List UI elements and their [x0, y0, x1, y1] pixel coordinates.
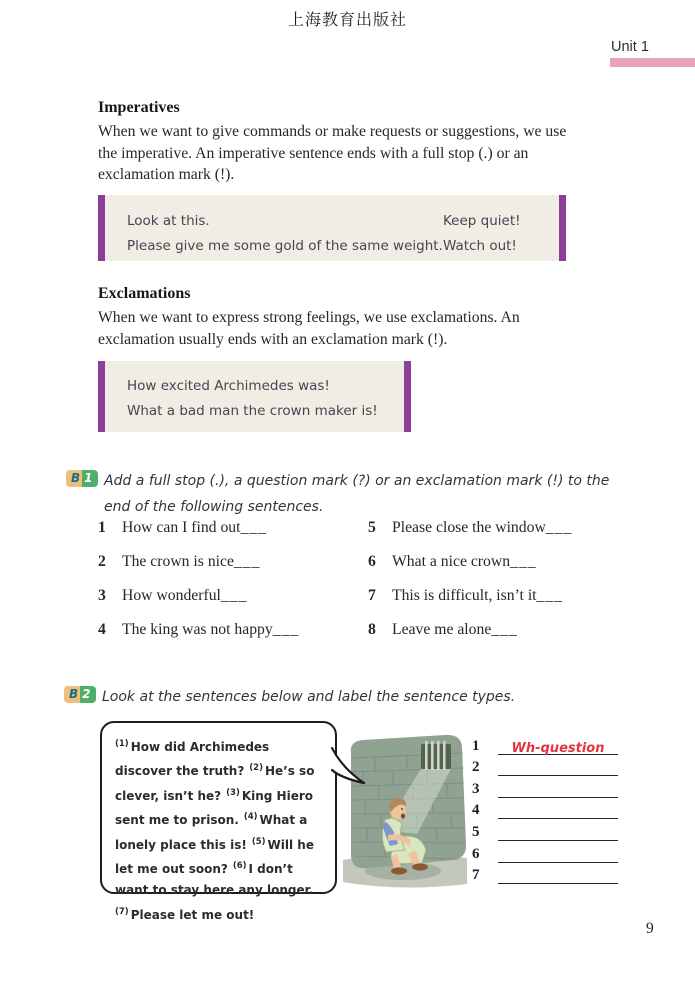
b1-item-text: Leave me alone	[392, 621, 492, 638]
answer-number: 1	[472, 737, 480, 754]
bubble-sentence: $^{(1)}$ How did Archimedes discover the truth?	[115, 739, 270, 779]
example-sentence: Please give me some gold of the same weight.	[127, 238, 443, 254]
answer-blank: ___	[536, 587, 564, 604]
b1-item-text: The king was not happy	[122, 621, 273, 638]
exclamations-example-box	[98, 361, 411, 432]
speech-bubble-text	[115, 734, 325, 926]
answer-number: 3	[472, 780, 480, 797]
exclamations-paragraph: When we want to express strong feelings, we use exclamations. An exclamation usually ends with an exclamation mark (!).	[98, 309, 520, 348]
exclamation-examples	[127, 374, 378, 424]
answer-number: 2	[472, 759, 480, 776]
example-sentence: Look at this.	[127, 213, 210, 229]
b2-answer-row	[472, 863, 618, 885]
sentence-number-superscript: (6)	[232, 861, 247, 872]
exercise-b2-badge	[64, 686, 96, 703]
b2-answer-list	[472, 733, 618, 884]
example-box-right-bar	[404, 361, 411, 432]
badge-letter: B	[64, 686, 80, 703]
imperatives-example-box	[98, 195, 566, 261]
answer-number: 5	[472, 823, 480, 840]
b1-sentence-row	[368, 519, 572, 553]
unit-tab-label: Unit 1	[611, 39, 649, 55]
imperative-examples-left	[127, 209, 443, 259]
b1-sentence-row	[98, 519, 368, 553]
answer-line	[498, 733, 618, 755]
b1-sentence-row	[98, 621, 368, 655]
exercise-b1-badge	[66, 470, 98, 487]
b1-sentence-row	[98, 553, 368, 587]
answer-number: 7	[472, 867, 480, 884]
sentence-number-superscript: (4)	[243, 812, 258, 823]
b1-item-text: What a nice crown	[392, 553, 511, 570]
b1-item-number: 2	[98, 553, 106, 570]
answer-blank: ___	[545, 519, 573, 536]
example-box-right-bar	[559, 195, 566, 261]
b1-item-text: How can I find out	[122, 519, 241, 536]
example-box-left-bar	[98, 195, 105, 261]
badge-number: 2	[80, 686, 95, 703]
publisher-header: 上海教育出版社	[287, 12, 407, 29]
answer-label: Wh-question	[511, 740, 605, 756]
imperatives-paragraph: When we want to give commands or make requests or suggestions, we use the imperative. An imperative sentence ends with a full stop (.) or an exclamation mark (!).	[98, 123, 567, 183]
bubble-sentence: $^{(7)}$ Please let me out!	[115, 906, 255, 922]
b1-sentence-row	[368, 621, 572, 655]
b2-answer-row	[472, 733, 618, 755]
answer-line	[498, 755, 618, 777]
answer-blank: ___	[272, 621, 300, 638]
sentence-number-superscript: (7)	[115, 906, 129, 917]
b2-answer-row	[472, 755, 618, 777]
b1-sentence-row	[98, 587, 368, 621]
b1-item-text: This is difficult, isn’t it	[392, 587, 537, 604]
answer-blank: ___	[240, 519, 268, 536]
sentence-number-superscript: (2)	[249, 763, 263, 774]
imperatives-heading: Imperatives	[98, 99, 180, 116]
example-box-left-bar	[98, 361, 105, 432]
bubble-sentence: $^{(4)}$ What a lonely place this is!	[115, 812, 308, 852]
example-sentence: Watch out!	[443, 238, 517, 254]
exercise-b1-instruction: Add a full stop (.), a question mark (?) or an exclamation mark (!) to the end of the following sentences.	[104, 473, 610, 515]
b2-answer-row	[472, 798, 618, 820]
b2-answer-row	[472, 819, 618, 841]
answer-line	[498, 776, 618, 798]
answer-line	[498, 819, 618, 841]
b1-item-text: Please close the window	[392, 519, 546, 536]
exercise-b1-sentences	[98, 519, 572, 655]
example-sentence: What a bad man the crown maker is!	[127, 403, 378, 419]
page-number: 9	[646, 920, 654, 937]
b1-item-number: 5	[368, 519, 376, 536]
sentence-number-superscript: (5)	[251, 836, 266, 847]
sentence-number-superscript: (3)	[226, 787, 240, 798]
b1-sentence-row	[368, 587, 572, 621]
bubble-sentence: $^{(3)}$ King Hiero sent me to prison.	[115, 787, 314, 828]
example-sentence: Keep quiet!	[443, 213, 521, 229]
exercise-b2-instruction: Look at the sentences below and label the sentence types.	[102, 689, 516, 705]
answer-blank: ___	[220, 587, 248, 604]
b1-item-number: 6	[368, 553, 376, 570]
badge-number: 1	[82, 470, 97, 487]
b1-item-number: 3	[98, 587, 106, 604]
answer-line	[498, 798, 618, 820]
imperative-examples-right	[443, 209, 521, 259]
sentence-number-superscript: (1)	[115, 739, 129, 749]
answer-number: 4	[472, 802, 480, 819]
badge-letter: B	[66, 470, 82, 487]
b1-item-text: The crown is nice	[122, 553, 234, 570]
answer-number: 6	[472, 845, 480, 862]
b2-answer-row	[472, 841, 618, 863]
b1-item-number: 7	[368, 587, 376, 604]
bubble-sentence: $^{(2)}$ He’s so clever, isn’t he?	[115, 763, 315, 803]
b1-item-number: 1	[98, 519, 106, 536]
bubble-sentence: $^{(5)}$ Will he let me out soon?	[115, 836, 314, 877]
answer-line	[498, 841, 618, 863]
b1-item-number: 8	[368, 621, 376, 638]
answer-line	[498, 863, 618, 885]
answer-blank: ___	[510, 553, 537, 570]
answer-blank: ___	[233, 553, 261, 570]
b1-sentence-row	[368, 553, 572, 587]
answer-blank: ___	[491, 621, 518, 638]
speech-bubble	[100, 721, 337, 922]
speech-bubble-tail	[331, 747, 371, 789]
exclamations-heading: Exclamations	[98, 285, 191, 302]
b1-item-text: How wonderful	[122, 587, 221, 604]
b1-item-number: 4	[98, 621, 106, 638]
bubble-sentence: $^{(6)}$ I don’t want to stay here any longer.	[115, 861, 314, 898]
unit-tab-bar	[610, 58, 695, 67]
example-sentence: How excited Archimedes was!	[127, 378, 330, 394]
b2-answer-row	[472, 776, 618, 798]
